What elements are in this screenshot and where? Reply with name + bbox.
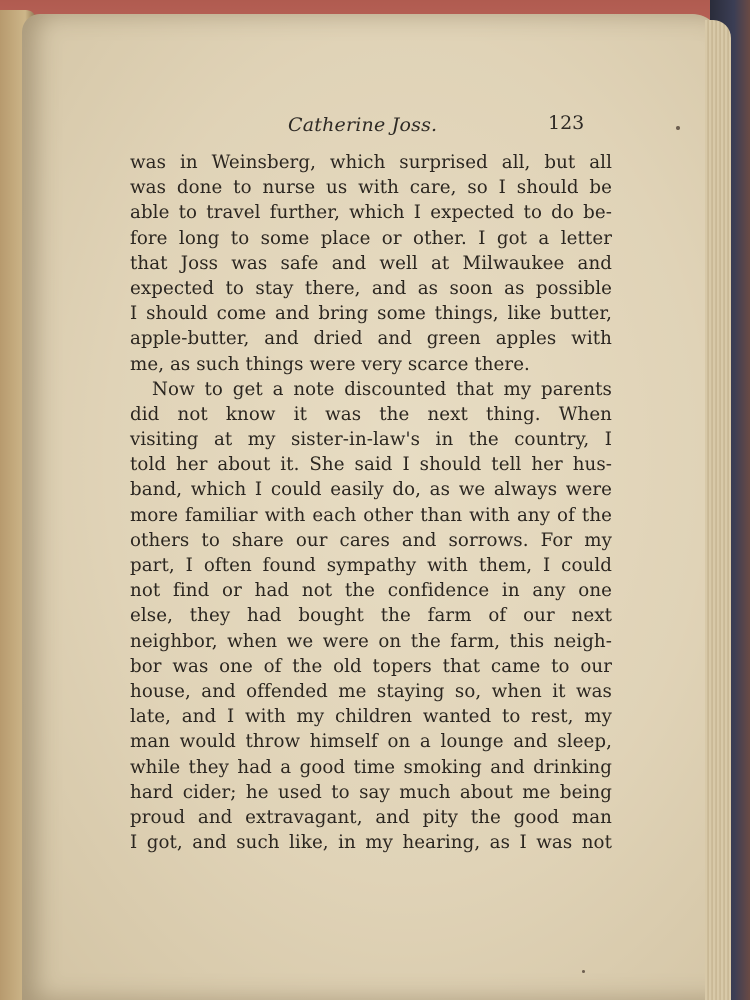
text-line: able to travel further, which I expected to do be- [130,202,612,224]
paper-speck [676,126,680,130]
text-line: told her about it. She said I should tell her hus- [130,454,612,476]
text-line: man would throw himself on a lounge and sleep, [130,731,612,753]
text-line: apple-butter, and dried and green apples with [130,328,612,350]
text-line: I should come and bring some things, like butter, [130,303,612,325]
running-head [0,112,750,140]
text-line: was done to nurse us with care, so I should be [130,177,612,199]
text-line: expected to stay there, and as soon as possible [130,277,612,299]
text-line: others to share our cares and sorrows. For my [130,529,612,551]
text-line: did not know it was the next thing. When [130,403,612,425]
text-line: hard cider; he used to say much about me being [130,781,612,803]
page-number: 123 [548,112,585,134]
text-line: me, as such things were very scarce there. [130,353,530,375]
text-line: part, I often found sympathy with them, I could [130,555,612,576]
text-line: not find or had not the confidence in any one [130,580,612,602]
text-line: proud and extravagant, and pity the good man [130,806,612,828]
text-line: neighbor, when we were on the farm, this neigh- [130,630,612,652]
page-stack-edges [705,20,731,1000]
text-line: fore long to some place or other. I got a letter [130,227,612,249]
text-line: band, which I could easily do, as we always were [130,479,612,501]
paragraph-start-line: Now to get a note discounted that my parents [152,378,612,400]
text-line: was in Weinsberg, which surprised all, but all [130,152,612,173]
running-title: Catherine Joss. [288,114,438,136]
text-line: that Joss was safe and well at Milwaukee and [130,252,612,274]
text-line: bor was one of the old topers that came to our [130,655,612,677]
text-line: late, and I with my children wanted to rest, my [130,706,612,728]
text-line: I got, and such like, in my hearing, as I was not [130,832,612,854]
text-line: while they had a good time smoking and drinking [130,756,612,778]
text-line: house, and offended me staying so, when it was [130,680,612,702]
text-line: more familiar with each other than with any of the [130,504,612,526]
body-text [130,150,612,855]
paper-speck [582,970,585,973]
text-line: visiting at my sister-in-law's in the country, I [130,429,612,451]
text-line: else, they had bought the farm of our next [130,605,612,627]
